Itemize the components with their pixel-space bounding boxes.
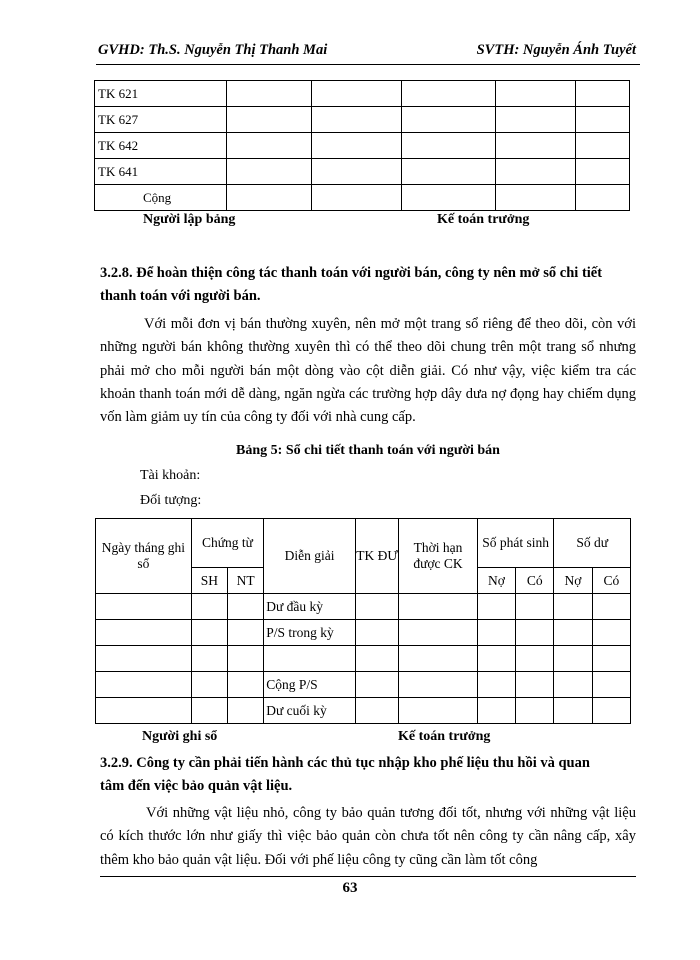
col-balance-credit: Có	[592, 568, 630, 594]
header-supervisor: GVHD: Th.S. Nguyễn Thị Thanh Mai	[98, 42, 328, 58]
table-row	[96, 646, 631, 672]
col-sh: SH	[191, 568, 227, 594]
supplier-payment-ledger-table	[95, 518, 631, 724]
col-date: Ngày tháng ghi sổ	[96, 519, 192, 594]
section-3-2-9-heading: 3.2.9. Công ty cần phải tiến hành các thủ tục nhập kho phế liệu thu hồi và quan tâm đến việc bảo quản vật liệu.	[100, 755, 590, 795]
account-summary-table	[94, 80, 630, 211]
col-term: Thời hạn được CK	[399, 519, 478, 594]
total-label: Cộng	[95, 185, 227, 211]
page-header	[96, 40, 636, 62]
table-row	[96, 594, 631, 620]
table-row	[95, 107, 630, 133]
row-description: P/S trong kỳ	[264, 620, 356, 646]
signature-chief-accountant: Kế toán trưởng	[437, 212, 530, 227]
table-row	[96, 698, 631, 724]
table-row	[95, 185, 630, 211]
header-student: SVTH: Nguyễn Ánh Tuyết	[476, 42, 636, 58]
col-description: Diễn giải	[264, 519, 356, 594]
header-row	[96, 519, 631, 568]
col-credit: Có	[516, 568, 554, 594]
row-label: TK 641	[95, 159, 227, 185]
table-row	[96, 620, 631, 646]
table-row	[96, 672, 631, 698]
section-3-2-8-heading: 3.2.8. Để hoàn thiện công tác thanh toán với người bán, công ty nên mở sổ chi tiết thanh toán với người bán.	[100, 265, 603, 305]
table-row	[95, 81, 630, 107]
subject-field-label: Đối tượng:	[140, 493, 202, 508]
signature-chief-accountant-2: Kế toán trưởng	[398, 729, 491, 744]
signature-preparer: Người lập bảng	[143, 212, 236, 227]
col-tk-du: TK ĐƯ	[355, 519, 398, 594]
row-description	[264, 646, 356, 672]
section-3-2-9-body: Với những vật liệu nhỏ, công ty bảo quản tương đối tốt, nhưng với những vật liệu có kích thước lớn như giấy thì việc bảo quản còn chưa tốt nên công ty cần nâng cấp, xây thêm kho bảo quản vật liệu. Đối với phế liệu công ty cũng cần làm tốt công	[100, 805, 636, 868]
table-row	[95, 159, 630, 185]
col-balance: Số dư	[554, 519, 631, 568]
col-debit: Nợ	[477, 568, 515, 594]
row-description: Dư đầu kỳ	[264, 594, 356, 620]
table-5-caption: Bảng 5: Sổ chi tiết thanh toán với người bán	[236, 443, 500, 458]
header-rule	[96, 64, 640, 65]
col-nt: NT	[227, 568, 263, 594]
row-label: TK 642	[95, 133, 227, 159]
account-field-label: Tài khoản:	[140, 468, 201, 483]
row-label: TK 627	[95, 107, 227, 133]
signature-bookkeeper: Người ghi sổ	[142, 729, 218, 744]
section-3-2-8-body: Với mỗi đơn vị bán thường xuyên, nên mở một trang sổ riêng để theo dõi, còn với những người bán không thường xuyên thì có thể theo dõi chung trên một trang sổ nhưng phải mở cho mỗi người bán một dòng vào cột diễn giải. Có như vậy, việc kiểm tra các khoản thanh toán mới dễ dàng, ngăn ngừa các trường hợp dây dưa nợ đọng hay chiếm dụng vốn làm giảm uy tín của công ty đối với nhà cung cấp.	[100, 316, 636, 426]
col-balance-debit: Nợ	[554, 568, 592, 594]
row-description: Cộng P/S	[264, 672, 356, 698]
row-description: Dư cuối kỳ	[264, 698, 356, 724]
page-number: 63	[342, 880, 358, 896]
table-row	[95, 133, 630, 159]
footer-rule	[100, 876, 636, 877]
col-arising: Số phát sinh	[477, 519, 554, 568]
col-voucher: Chứng từ	[191, 519, 264, 568]
row-label: TK 621	[95, 81, 227, 107]
